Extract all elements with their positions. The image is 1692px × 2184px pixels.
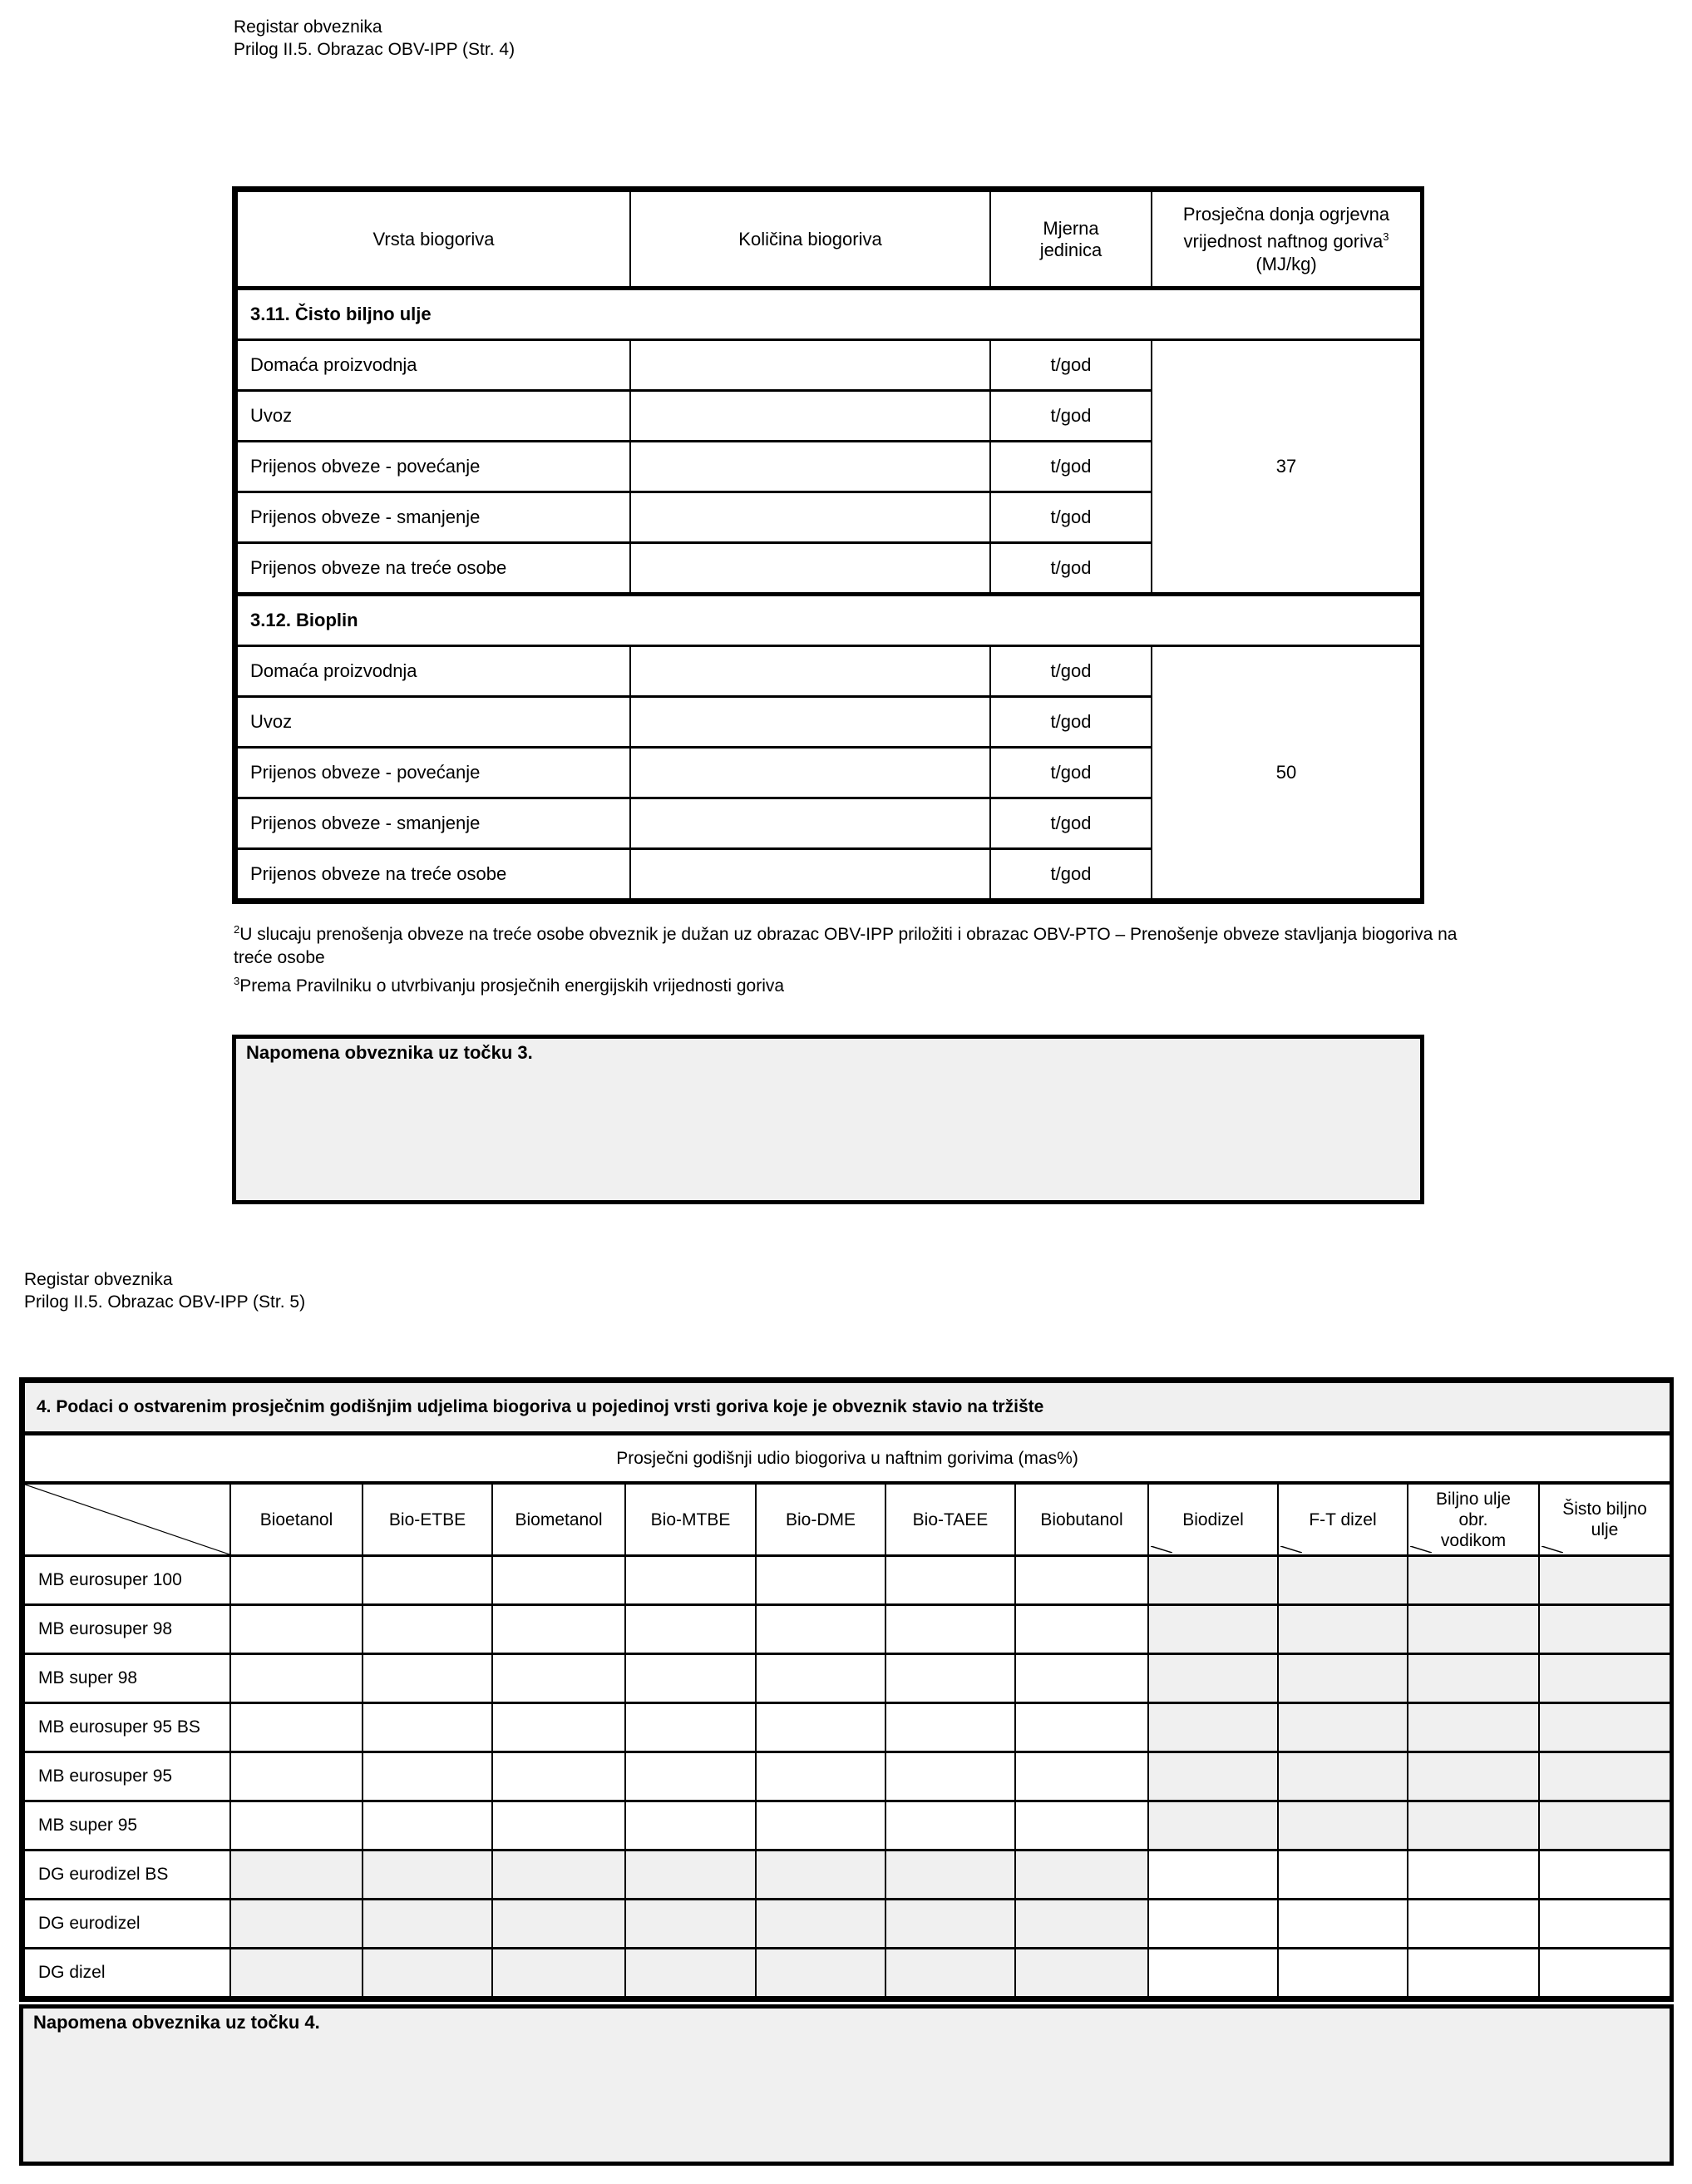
diagonal-corner-cell — [24, 1483, 230, 1556]
row-label: MB eurosuper 95 BS — [24, 1703, 230, 1752]
col-header-fuel-type: Vrsta biogoriva — [237, 191, 630, 289]
col-header-biomethanol: Biometanol — [492, 1483, 625, 1556]
disabled-cell — [1408, 1801, 1539, 1850]
share-cell[interactable] — [625, 1605, 756, 1654]
corner-tick-icon — [1410, 1546, 1432, 1553]
share-cell[interactable] — [1278, 1900, 1408, 1949]
share-cell[interactable] — [1148, 1900, 1278, 1949]
corner-tick-icon — [1280, 1546, 1302, 1553]
disabled-cell — [885, 1900, 1015, 1949]
quantity-input[interactable] — [630, 340, 990, 391]
quantity-input[interactable] — [630, 492, 990, 543]
row-label: Prijenos obveze na treće osobe — [237, 543, 630, 595]
form-page-label: Prilog II.5. Obrazac OBV-IPP (Str. 4) — [234, 40, 515, 59]
share-cell[interactable] — [363, 1752, 492, 1801]
share-cell[interactable] — [1278, 1949, 1408, 1998]
disabled-cell — [1148, 1556, 1278, 1605]
col-header-biobutanol: Biobutanol — [1015, 1483, 1148, 1556]
table-row — [24, 1556, 1670, 1605]
unit-label: t/god — [990, 697, 1152, 748]
share-cell[interactable] — [230, 1801, 363, 1850]
row-label: DG dizel — [24, 1949, 230, 1998]
disabled-cell — [1148, 1703, 1278, 1752]
disabled-cell — [1015, 1850, 1148, 1900]
share-cell[interactable] — [492, 1801, 625, 1850]
note-point-3-box[interactable] — [232, 1035, 1424, 1204]
disabled-cell — [1539, 1556, 1670, 1605]
unit-label: t/god — [990, 748, 1152, 798]
share-cell[interactable] — [1408, 1900, 1539, 1949]
disabled-cell — [885, 1949, 1015, 1998]
col-header-bio-mtbe: Bio-MTBE — [625, 1483, 756, 1556]
share-cell[interactable] — [756, 1654, 885, 1703]
disabled-cell — [363, 1850, 492, 1900]
quantity-input[interactable] — [630, 543, 990, 595]
col-header-ft-diesel: F-T dizel — [1278, 1483, 1408, 1556]
corner-tick-icon — [1151, 1546, 1172, 1553]
share-cell[interactable] — [885, 1703, 1015, 1752]
biofuel-quantity-table — [232, 186, 1424, 904]
share-cell[interactable] — [230, 1752, 363, 1801]
disabled-cell — [492, 1900, 625, 1949]
disabled-cell — [363, 1949, 492, 1998]
disabled-cell — [1539, 1605, 1670, 1654]
disabled-cell — [1278, 1556, 1408, 1605]
note-point-4-label: Napomena obveznika uz točku 4. — [33, 2012, 320, 2033]
row-label: DG eurodizel BS — [24, 1850, 230, 1900]
share-cell[interactable] — [1408, 1850, 1539, 1900]
disabled-cell — [1278, 1654, 1408, 1703]
row-label: Domaća proizvodnja — [237, 646, 630, 697]
disabled-cell — [1278, 1605, 1408, 1654]
share-cell[interactable] — [363, 1801, 492, 1850]
disabled-cell — [756, 1900, 885, 1949]
share-cell[interactable] — [363, 1605, 492, 1654]
share-cell[interactable] — [885, 1801, 1015, 1850]
quantity-input[interactable] — [630, 391, 990, 442]
share-cell[interactable] — [492, 1605, 625, 1654]
share-cell[interactable] — [1015, 1556, 1148, 1605]
share-cell[interactable] — [625, 1752, 756, 1801]
share-cell[interactable] — [625, 1654, 756, 1703]
disabled-cell — [230, 1949, 363, 1998]
disabled-cell — [1408, 1654, 1539, 1703]
row-label: Domaća proizvodnja — [237, 340, 630, 391]
disabled-cell — [1539, 1752, 1670, 1801]
disabled-cell — [1408, 1556, 1539, 1605]
table-row — [24, 1801, 1670, 1850]
share-cell[interactable] — [492, 1703, 625, 1752]
table-row — [24, 1654, 1670, 1703]
quantity-input[interactable] — [630, 697, 990, 748]
share-cell[interactable] — [363, 1556, 492, 1605]
share-cell[interactable] — [363, 1703, 492, 1752]
share-cell[interactable] — [1148, 1949, 1278, 1998]
disabled-cell — [756, 1850, 885, 1900]
row-label: MB eurosuper 95 — [24, 1752, 230, 1801]
unit-label: t/god — [990, 646, 1152, 697]
disabled-cell — [1278, 1752, 1408, 1801]
col-header-quantity: Količina biogoriva — [630, 191, 990, 289]
disabled-cell — [492, 1850, 625, 1900]
unit-label: t/god — [990, 849, 1152, 900]
disabled-cell — [1408, 1752, 1539, 1801]
disabled-cell — [230, 1850, 363, 1900]
col-header-bio-dme: Bio-DME — [756, 1483, 885, 1556]
biofuel-share-table — [19, 1377, 1674, 2002]
unit-label: t/god — [990, 340, 1152, 391]
share-cell[interactable] — [1408, 1949, 1539, 1998]
unit-label: t/god — [990, 442, 1152, 492]
unit-label: t/god — [990, 798, 1152, 849]
col-header-biodiesel: Biodizel — [1148, 1483, 1278, 1556]
row-label: DG eurodizel — [24, 1900, 230, 1949]
col-header-hvo: Biljno ulje obr. vodikom — [1408, 1483, 1539, 1556]
table-row — [24, 1752, 1670, 1801]
disabled-cell — [756, 1949, 885, 1998]
register-label: Registar obveznika — [234, 17, 382, 37]
share-cell[interactable] — [885, 1556, 1015, 1605]
quantity-input[interactable] — [630, 849, 990, 900]
share-cell[interactable] — [1539, 1850, 1670, 1900]
share-cell[interactable] — [1015, 1605, 1148, 1654]
share-cell[interactable] — [230, 1654, 363, 1703]
disabled-cell — [1015, 1900, 1148, 1949]
share-cell[interactable] — [230, 1703, 363, 1752]
share-cell[interactable] — [885, 1605, 1015, 1654]
section-title-vegetable-oil: 3.11. Čisto biljno ulje — [237, 289, 1421, 340]
row-label: Prijenos obveze - smanjenje — [237, 798, 630, 849]
share-cell[interactable] — [1015, 1801, 1148, 1850]
col-header-pure-vegetable-oil: Šisto biljno ulje — [1539, 1483, 1670, 1556]
unit-label: t/god — [990, 492, 1152, 543]
share-cell[interactable] — [492, 1556, 625, 1605]
table-row — [24, 1949, 1670, 1998]
disabled-cell — [625, 1949, 756, 1998]
share-cell[interactable] — [625, 1556, 756, 1605]
row-label: Uvoz — [237, 391, 630, 442]
share-cell[interactable] — [756, 1605, 885, 1654]
col-header-bioethanol: Bioetanol — [230, 1483, 363, 1556]
quantity-input[interactable] — [630, 748, 990, 798]
table-row — [24, 1850, 1670, 1900]
disabled-cell — [1278, 1703, 1408, 1752]
disabled-cell — [1148, 1801, 1278, 1850]
section-4-title: 4. Podaci o ostvarenim prosječnim godišnjim udjelima biogoriva u pojedinoj vrsti goriva koje je obveznik stavio na tržište — [24, 1382, 1670, 1434]
disabled-cell — [625, 1850, 756, 1900]
disabled-cell — [1539, 1801, 1670, 1850]
table-subtitle: Prosječni godišnji udio biogoriva u naftnim gorivima (mas%) — [24, 1434, 1670, 1484]
diagonal-line-icon — [25, 1485, 229, 1554]
footnotes — [234, 918, 1464, 998]
note-point-3-label: Napomena obveznika uz točku 3. — [246, 1042, 533, 1063]
share-cell[interactable] — [756, 1703, 885, 1752]
corner-tick-icon — [1542, 1546, 1563, 1553]
row-label: MB eurosuper 100 — [24, 1556, 230, 1605]
form-page-label: Prilog II.5. Obrazac OBV-IPP (Str. 5) — [24, 1292, 306, 1312]
quantity-input[interactable] — [630, 442, 990, 492]
col-header-unit: Mjerna jedinica — [990, 191, 1152, 289]
row-label: Prijenos obveze na treće osobe — [237, 849, 630, 900]
disabled-cell — [1015, 1949, 1148, 1998]
table-row — [24, 1703, 1670, 1752]
table-row — [24, 1605, 1670, 1654]
disabled-cell — [1148, 1605, 1278, 1654]
disabled-cell — [1278, 1801, 1408, 1850]
disabled-cell — [230, 1900, 363, 1949]
share-cell[interactable] — [492, 1654, 625, 1703]
row-label: MB super 95 — [24, 1801, 230, 1850]
disabled-cell — [1539, 1654, 1670, 1703]
share-cell[interactable] — [756, 1801, 885, 1850]
share-cell[interactable] — [1015, 1654, 1148, 1703]
footnote-3: $^3$Prema Pravilniku o utvrbivanju prosječnih energijskih vrijednosti goriva — [234, 975, 785, 996]
share-cell[interactable] — [625, 1703, 756, 1752]
note-point-4-box[interactable] — [19, 2004, 1674, 2166]
disabled-cell — [492, 1949, 625, 1998]
share-cell[interactable] — [230, 1605, 363, 1654]
share-cell[interactable] — [1539, 1949, 1670, 1998]
share-cell[interactable] — [885, 1752, 1015, 1801]
row-label: MB super 98 — [24, 1654, 230, 1703]
disabled-cell — [1148, 1752, 1278, 1801]
share-cell[interactable] — [1015, 1703, 1148, 1752]
row-label: MB eurosuper 98 — [24, 1605, 230, 1654]
table-row — [24, 1900, 1670, 1949]
share-cell[interactable] — [1015, 1752, 1148, 1801]
share-cell[interactable] — [1539, 1900, 1670, 1949]
share-cell[interactable] — [230, 1556, 363, 1605]
row-label: Prijenos obveze - povećanje — [237, 748, 630, 798]
share-cell[interactable] — [1148, 1850, 1278, 1900]
row-label: Uvoz — [237, 697, 630, 748]
disabled-cell — [885, 1850, 1015, 1900]
col-header-bio-etbe: Bio-ETBE — [363, 1483, 492, 1556]
disabled-cell — [1408, 1605, 1539, 1654]
section-title-biogas: 3.12. Bioplin — [237, 595, 1421, 646]
share-cell[interactable] — [492, 1752, 625, 1801]
quantity-input[interactable] — [630, 646, 990, 697]
col-header-bio-taee: Bio-TAEE — [885, 1483, 1015, 1556]
footnote-2: $^2$U slucaju prenošenja obveze na treće osobe obveznik je dužan uz obrazac OBV-IPP priložiti i obrazac OBV-PTO – Prenošenje obveze stavljanja biogoriva na treće osobe — [234, 923, 1458, 967]
disabled-cell — [625, 1900, 756, 1949]
share-cell[interactable] — [756, 1556, 885, 1605]
unit-label: t/god — [990, 543, 1152, 595]
share-cell[interactable] — [1278, 1850, 1408, 1900]
share-cell[interactable] — [756, 1752, 885, 1801]
share-cell[interactable] — [363, 1654, 492, 1703]
page4-header — [234, 16, 515, 61]
share-cell[interactable] — [625, 1801, 756, 1850]
page5-header — [24, 1268, 305, 1313]
disabled-cell — [1408, 1703, 1539, 1752]
disabled-cell — [363, 1900, 492, 1949]
calorific-value: 37 — [1152, 340, 1421, 595]
calorific-value: 50 — [1152, 646, 1421, 900]
row-label: Prijenos obveze - povećanje — [237, 442, 630, 492]
share-cell[interactable] — [885, 1654, 1015, 1703]
col-header-calorific-value: Prosječna donja ogrjevna vrijednost naftnog goriva$^3$ (MJ/kg) — [1152, 191, 1421, 289]
disabled-cell — [1148, 1654, 1278, 1703]
register-label: Registar obveznika — [24, 1270, 173, 1289]
row-label: Prijenos obveze - smanjenje — [237, 492, 630, 543]
quantity-input[interactable] — [630, 798, 990, 849]
unit-label: t/god — [990, 391, 1152, 442]
disabled-cell — [1539, 1703, 1670, 1752]
